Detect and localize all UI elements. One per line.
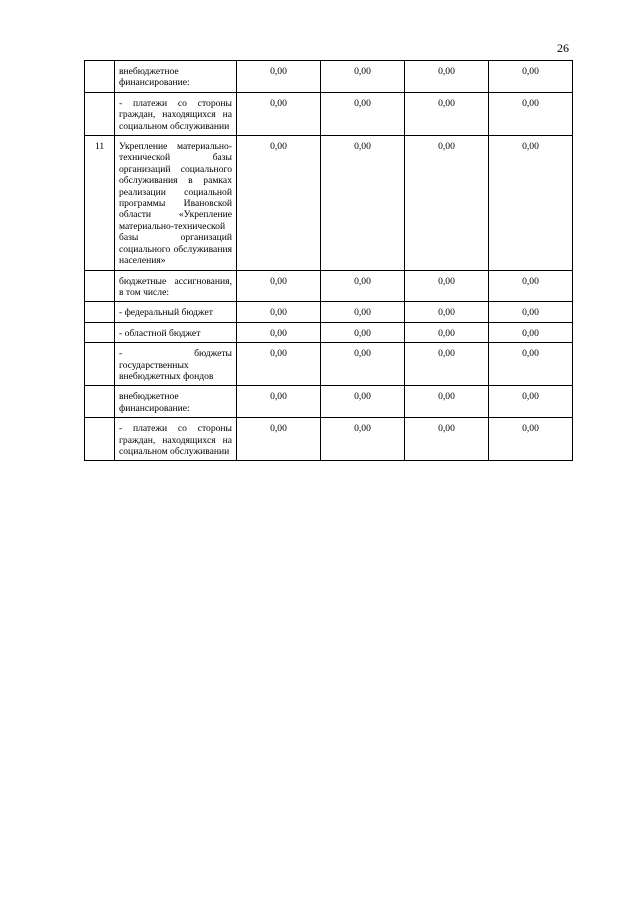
table-row [85, 418, 573, 461]
table-row [85, 322, 573, 342]
table-row [85, 386, 573, 418]
value-cell-4: 0,00 [489, 418, 573, 461]
value-cell-1: 0,00 [237, 61, 321, 93]
row-number [85, 386, 115, 418]
value-cell-4: 0,00 [489, 322, 573, 342]
row-number [85, 61, 115, 93]
value-cell-3: 0,00 [405, 343, 489, 386]
value-cell-4: 0,00 [489, 92, 573, 135]
value-cell-2: 0,00 [321, 270, 405, 302]
value-cell-1: 0,00 [237, 386, 321, 418]
row-number: 11 [85, 136, 115, 270]
row-name: Укрепление материально-технической базы организаций социального обслуживания в рамках реализации социальной программы Ивановской области «Укрепление материально-технической базы организаций социального обслуживания населения» [115, 136, 237, 270]
value-cell-1: 0,00 [237, 343, 321, 386]
row-number [85, 302, 115, 322]
row-name: бюджетные ассигнования, в том числе: [115, 270, 237, 302]
row-number [85, 418, 115, 461]
row-name: - платежи со стороны граждан, находящихся на социальном обслуживании [115, 418, 237, 461]
value-cell-1: 0,00 [237, 136, 321, 270]
row-number [85, 92, 115, 135]
table-row [85, 61, 573, 93]
value-cell-3: 0,00 [405, 418, 489, 461]
row-number [85, 270, 115, 302]
value-cell-4: 0,00 [489, 386, 573, 418]
value-cell-3: 0,00 [405, 386, 489, 418]
row-name: - областной бюджет [115, 322, 237, 342]
value-cell-2: 0,00 [321, 386, 405, 418]
table-row [85, 343, 573, 386]
value-cell-3: 0,00 [405, 302, 489, 322]
table-row [85, 302, 573, 322]
value-cell-4: 0,00 [489, 136, 573, 270]
row-name: - федеральный бюджет [115, 302, 237, 322]
value-cell-3: 0,00 [405, 136, 489, 270]
value-cell-1: 0,00 [237, 418, 321, 461]
value-cell-2: 0,00 [321, 136, 405, 270]
value-cell-2: 0,00 [321, 92, 405, 135]
table-row [85, 136, 573, 270]
budget-table-body [85, 61, 573, 461]
value-cell-3: 0,00 [405, 61, 489, 93]
row-name: - бюджеты государственных внебюджетных фондов [115, 343, 237, 386]
value-cell-1: 0,00 [237, 322, 321, 342]
row-name: - платежи со стороны граждан, находящихся на социальном обслуживании [115, 92, 237, 135]
value-cell-3: 0,00 [405, 92, 489, 135]
budget-table [84, 60, 573, 461]
value-cell-1: 0,00 [237, 302, 321, 322]
value-cell-1: 0,00 [237, 92, 321, 135]
value-cell-3: 0,00 [405, 270, 489, 302]
value-cell-4: 0,00 [489, 343, 573, 386]
value-cell-2: 0,00 [321, 343, 405, 386]
row-name: внебюджетное финансирование: [115, 386, 237, 418]
row-number [85, 343, 115, 386]
value-cell-2: 0,00 [321, 302, 405, 322]
row-name: внебюджетное финансирование: [115, 61, 237, 93]
value-cell-2: 0,00 [321, 418, 405, 461]
value-cell-4: 0,00 [489, 302, 573, 322]
page-number: 26 [557, 41, 569, 55]
value-cell-2: 0,00 [321, 61, 405, 93]
value-cell-4: 0,00 [489, 270, 573, 302]
value-cell-1: 0,00 [237, 270, 321, 302]
value-cell-2: 0,00 [321, 322, 405, 342]
value-cell-4: 0,00 [489, 61, 573, 93]
table-row [85, 270, 573, 302]
value-cell-3: 0,00 [405, 322, 489, 342]
table-row [85, 92, 573, 135]
row-number [85, 322, 115, 342]
